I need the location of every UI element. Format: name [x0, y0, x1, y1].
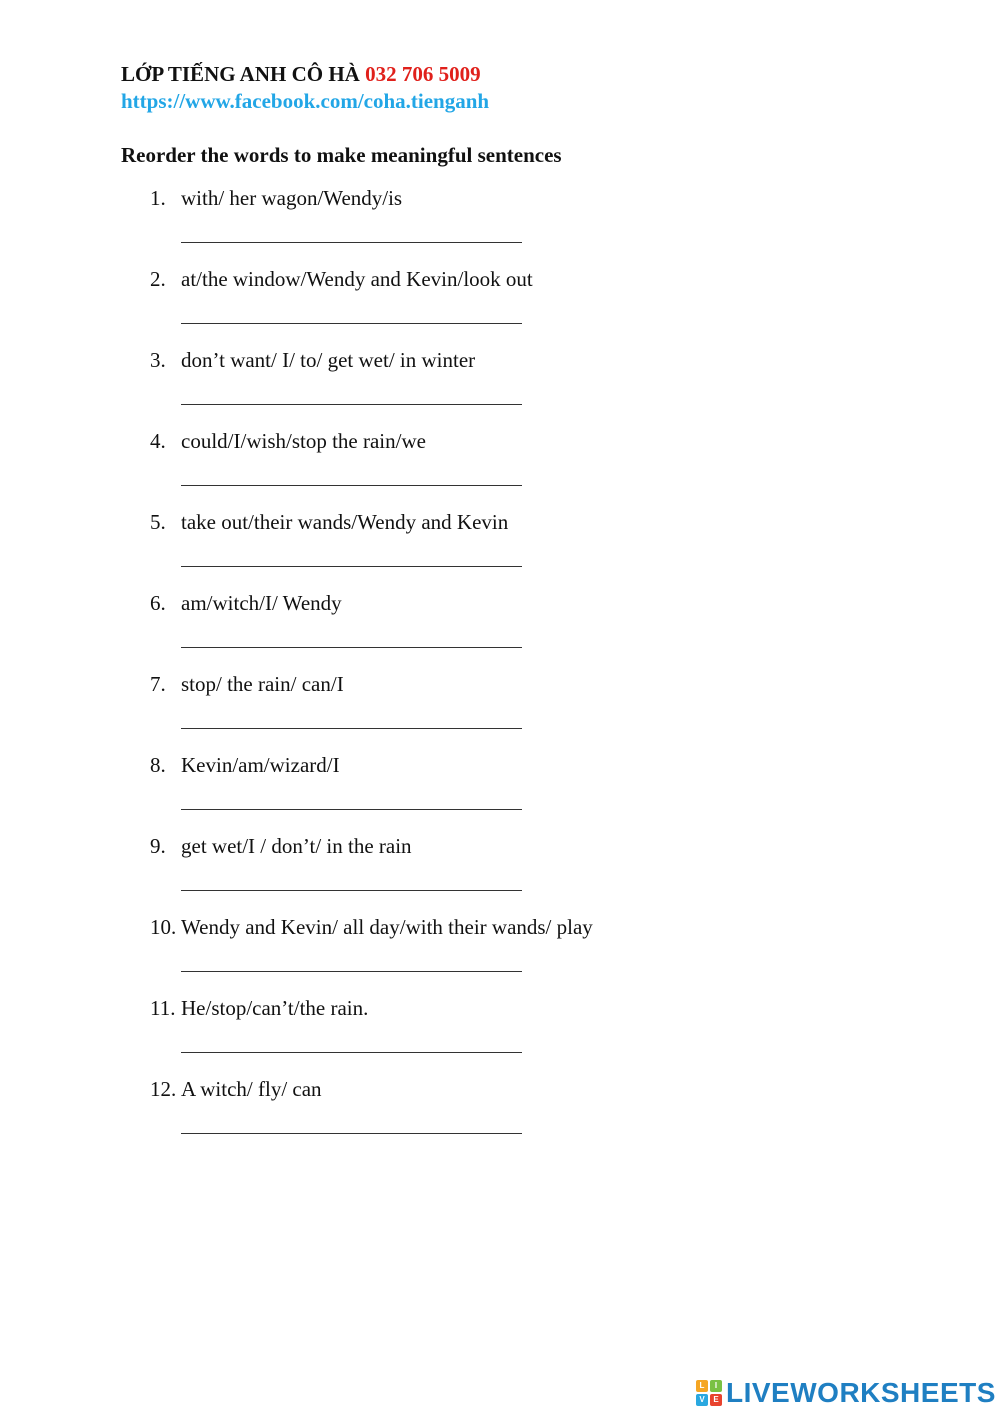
question-prompt: He/stop/can’t/the rain.	[181, 996, 369, 1020]
phone-number: 032 706 5009	[365, 62, 481, 86]
liveworksheets-logo-icon	[696, 1380, 722, 1406]
logo-text: LIVEWORKSHEETS	[726, 1377, 996, 1408]
question-prompt: A witch/ fly/ can	[181, 1077, 322, 1101]
question-number: 9.	[150, 834, 166, 858]
logo-icon-letter: E	[710, 1394, 722, 1406]
question-prompt: could/I/wish/stop the rain/we	[181, 429, 426, 453]
question-number: 5.	[150, 510, 166, 534]
header-title-line	[121, 61, 481, 87]
answer-input[interactable]	[181, 1052, 522, 1053]
liveworksheets-logo	[696, 1376, 996, 1410]
answer-input[interactable]	[181, 242, 522, 243]
question-prompt: don’t want/ I/ to/ get wet/ in winter	[181, 348, 476, 372]
answer-input[interactable]	[181, 890, 522, 891]
question-prompt: stop/ the rain/ can/I	[181, 672, 344, 696]
question-number: 8.	[150, 753, 166, 777]
instructions: Reorder the words to make meaningful sentences	[121, 143, 562, 167]
question-prompt: take out/their wands/Wendy and Kevin	[181, 510, 509, 534]
answer-input[interactable]	[181, 647, 522, 648]
question-number: 6.	[150, 591, 166, 615]
answer-input[interactable]	[181, 485, 522, 486]
question-number: 4.	[150, 429, 166, 453]
facebook-link[interactable]: https://www.facebook.com/coha.tienganh	[121, 89, 490, 113]
school-name: LỚP TIẾNG ANH CÔ HÀ	[121, 62, 360, 86]
logo-icon-letter: I	[710, 1380, 722, 1392]
question-prompt: with/ her wagon/Wendy/is	[181, 186, 403, 210]
question-number: 11.	[150, 996, 176, 1020]
logo-icon-letter: L	[696, 1380, 708, 1392]
answer-input[interactable]	[181, 809, 522, 810]
question-number: 12.	[150, 1077, 177, 1101]
question-prompt: get wet/I / don’t/ in the rain	[181, 834, 412, 858]
question-number: 3.	[150, 348, 166, 372]
question-number: 7.	[150, 672, 166, 696]
question-number: 1.	[150, 186, 166, 210]
question-prompt: Kevin/am/wizard/I	[181, 753, 340, 777]
logo-icon-letter: V	[696, 1394, 708, 1406]
answer-input[interactable]	[181, 323, 522, 324]
question-number: 2.	[150, 267, 166, 291]
answer-input[interactable]	[181, 728, 522, 729]
answer-input[interactable]	[181, 404, 522, 405]
answer-input[interactable]	[181, 971, 522, 972]
answer-input[interactable]	[181, 1133, 522, 1134]
question-prompt: at/the window/Wendy and Kevin/look out	[181, 267, 533, 291]
question-number: 10.	[150, 915, 177, 939]
question-prompt: am/witch/I/ Wendy	[181, 591, 342, 615]
question-prompt: Wendy and Kevin/ all day/with their wands/ play	[181, 915, 593, 939]
answer-input[interactable]	[181, 566, 522, 567]
